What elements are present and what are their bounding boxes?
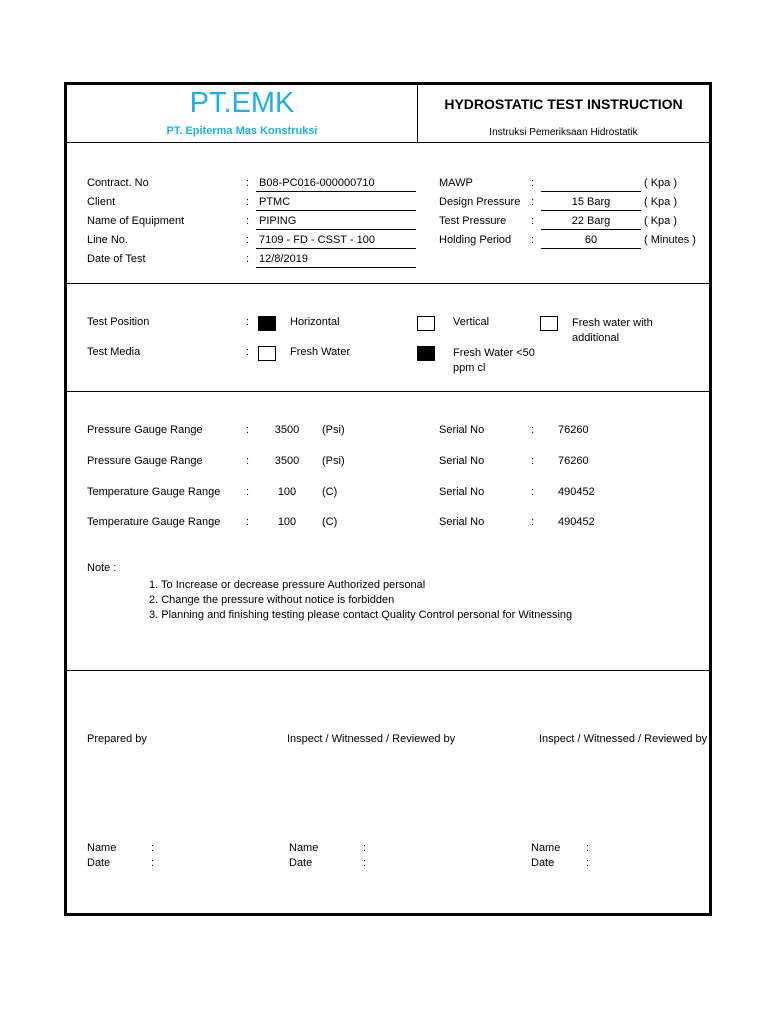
note-label: Note : — [87, 562, 117, 574]
gauge-unit: (C) — [322, 486, 338, 498]
client-underline — [256, 210, 416, 211]
equipment-label: Name of Equipment — [87, 215, 185, 227]
colon: : — [246, 424, 250, 436]
fresh-water-50ppm-label — [453, 346, 535, 376]
horizontal-checkbox[interactable] — [258, 316, 276, 331]
design-pressure-underline — [541, 210, 641, 211]
company-full-name: PT. Epiterma Mas Konstruksi — [166, 125, 318, 137]
fresh-water-additional-line1: Fresh water with — [572, 317, 653, 329]
vertical-label: Vertical — [453, 316, 490, 328]
horizontal-label: Horizontal — [290, 316, 340, 328]
gauge-unit: (C) — [322, 516, 338, 528]
name-label: Name — [289, 842, 319, 854]
note-item: 2. Change the pressure without notice is forbidden — [149, 594, 395, 606]
gauge-unit: (Psi) — [322, 455, 345, 467]
design-pressure-value: 15 Barg — [571, 196, 611, 208]
date-value: 12/8/2019 — [259, 253, 308, 265]
colon: : — [246, 516, 250, 528]
contract-underline — [256, 191, 416, 192]
colon: : — [586, 857, 590, 869]
colon: : — [363, 857, 367, 869]
inspect-label-1: Inspect / Witnessed / Reviewed by — [287, 733, 456, 745]
gauge-label: Temperature Gauge Range — [87, 516, 221, 528]
line-underline — [256, 248, 416, 249]
test-pressure-label: Test Pressure — [439, 215, 507, 227]
fresh-water-50ppm-checkbox[interactable] — [417, 346, 435, 361]
form-title: HYDROSTATIC TEST INSTRUCTION — [444, 96, 683, 112]
vertical-checkbox[interactable] — [417, 316, 435, 331]
fresh-water-additional-line2: additional — [572, 332, 620, 344]
date-label: Date — [531, 857, 555, 869]
fresh-water-label: Fresh Water — [290, 346, 351, 358]
form-subtitle: Instruksi Pemeriksaan Hidrostatik — [489, 127, 638, 138]
colon: : — [531, 424, 535, 436]
line-value: 7109 - FD - CSST - 100 — [259, 234, 375, 246]
colon: : — [246, 234, 250, 246]
colon: : — [531, 215, 535, 227]
mawp-label: MAWP — [439, 177, 473, 189]
colon: : — [151, 857, 155, 869]
mawp-unit: ( Kpa ) — [644, 177, 678, 189]
serial-value: 76260 — [558, 455, 589, 467]
gauge-label: Pressure Gauge Range — [87, 455, 203, 467]
colon: : — [531, 516, 535, 528]
colon: : — [246, 486, 250, 498]
colon: : — [246, 316, 250, 328]
note-item: 1. To Increase or decrease pressure Authorized personal — [149, 579, 426, 591]
note-item: 3. Planning and finishing testing please contact Quality Control personal for Witnessing — [149, 609, 573, 621]
holding-period-value: 60 — [584, 234, 598, 246]
name-label: Name — [87, 842, 117, 854]
colon: : — [531, 234, 535, 246]
header-separator — [67, 142, 709, 143]
holding-period-label: Holding Period — [439, 234, 512, 246]
date-label: Date — [87, 857, 111, 869]
mawp-underline — [541, 191, 641, 192]
test-position-label: Test Position — [87, 316, 150, 328]
serial-label: Serial No — [439, 424, 485, 436]
test-pressure-underline — [541, 229, 641, 230]
company-logo-text: PT.EMK — [189, 87, 295, 119]
date-underline — [256, 267, 416, 268]
prepared-by-label: Prepared by — [87, 733, 147, 745]
fresh-water-50ppm-line1: Fresh Water <50 — [453, 347, 535, 359]
holding-period-unit: ( Minutes ) — [644, 234, 696, 246]
colon: : — [531, 177, 535, 189]
gauge-label: Temperature Gauge Range — [87, 486, 221, 498]
colon: : — [531, 486, 535, 498]
gauge-unit: (Psi) — [322, 424, 345, 436]
test-pressure-value: 22 Barg — [571, 215, 611, 227]
serial-value: 76260 — [558, 424, 589, 436]
section-separator — [67, 391, 709, 392]
contract-value: B08-PC016-000000710 — [259, 177, 375, 189]
serial-label: Serial No — [439, 516, 485, 528]
form-frame — [64, 82, 712, 916]
colon: : — [246, 253, 250, 265]
equipment-value: PIPING — [259, 215, 297, 227]
inspect-label-2: Inspect / Witnessed / Reviewed by — [539, 733, 708, 745]
gauge-value: 3500 — [274, 424, 300, 436]
date-label: Date of Test — [87, 253, 146, 265]
test-pressure-unit: ( Kpa ) — [644, 215, 678, 227]
colon: : — [246, 177, 250, 189]
colon: : — [246, 455, 250, 467]
date-label: Date — [289, 857, 313, 869]
colon: : — [531, 196, 535, 208]
gauge-value: 3500 — [274, 455, 300, 467]
serial-value: 490452 — [558, 486, 595, 498]
colon: : — [246, 215, 250, 227]
serial-label: Serial No — [439, 455, 485, 467]
colon: : — [246, 196, 250, 208]
colon: : — [531, 455, 535, 467]
colon: : — [363, 842, 367, 854]
client-value: PTMC — [259, 196, 291, 208]
design-pressure-unit: ( Kpa ) — [644, 196, 678, 208]
fresh-water-additional-label — [572, 316, 653, 346]
holding-period-underline — [541, 248, 641, 249]
serial-value: 490452 — [558, 516, 595, 528]
colon: : — [586, 842, 590, 854]
section-separator — [67, 283, 709, 284]
gauge-value: 100 — [277, 486, 297, 498]
equipment-underline — [256, 229, 416, 230]
design-pressure-label: Design Pressure — [439, 196, 521, 208]
name-label: Name — [531, 842, 561, 854]
line-label: Line No. — [87, 234, 128, 246]
serial-label: Serial No — [439, 486, 485, 498]
test-media-label: Test Media — [87, 346, 141, 358]
fresh-water-50ppm-line2: ppm cl — [453, 362, 486, 374]
client-label: Client — [87, 196, 116, 208]
gauge-value: 100 — [277, 516, 297, 528]
colon: : — [151, 842, 155, 854]
section-separator — [67, 670, 709, 671]
fresh-water-additional-checkbox[interactable] — [540, 316, 558, 331]
colon: : — [246, 346, 250, 358]
contract-label: Contract. No — [87, 177, 149, 189]
gauge-label: Pressure Gauge Range — [87, 424, 203, 436]
fresh-water-checkbox[interactable] — [258, 346, 276, 361]
